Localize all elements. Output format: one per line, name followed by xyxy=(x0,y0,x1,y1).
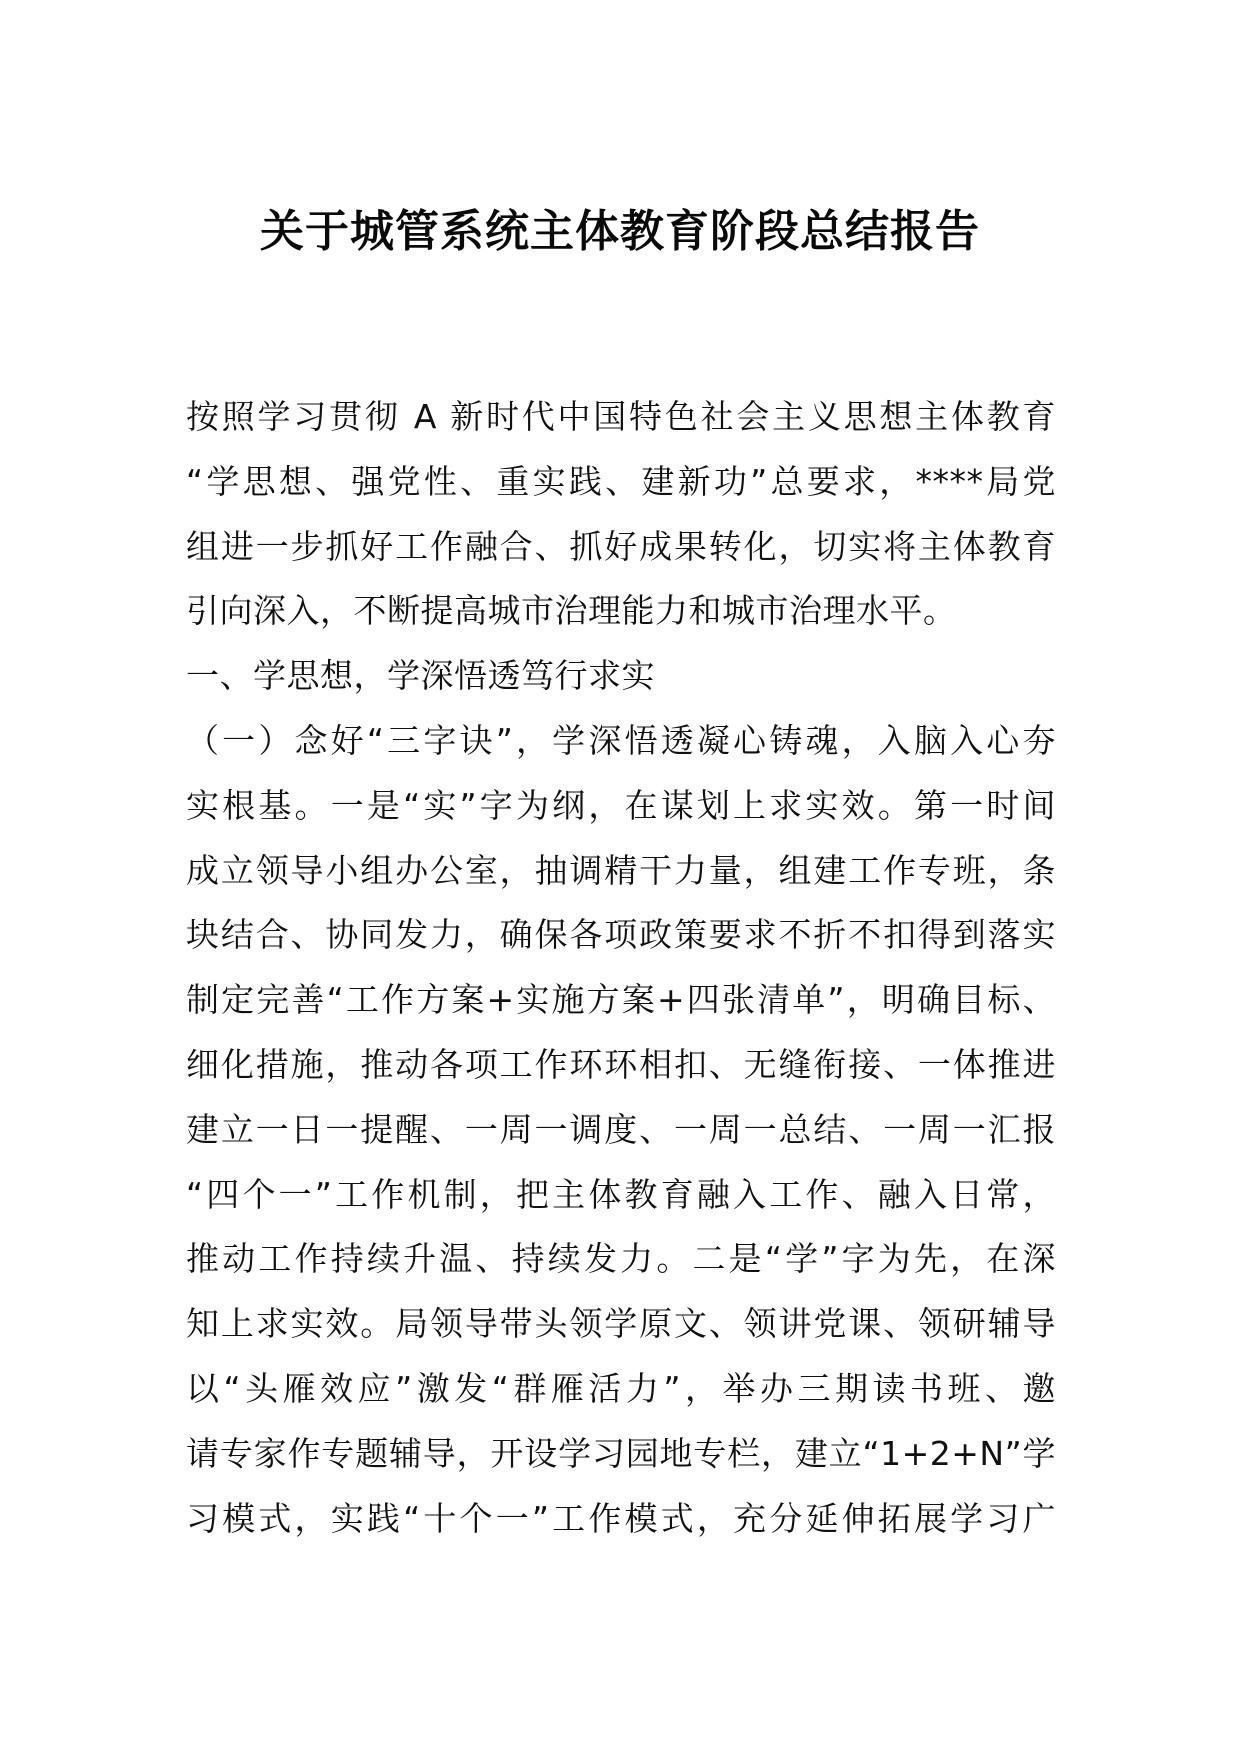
paragraph-line: 成立领导小组办公室，抽调精干力量，组建工作专班，条 xyxy=(186,850,1056,890)
paragraph-line: 按照学习贯彻 A 新时代中国特色社会主义思想主体教育 xyxy=(186,397,1056,436)
paragraph-line: 引向深入，不断提高城市治理能力和城市治理水平。 xyxy=(186,591,957,631)
paragraph-line: “学思想、强党性、重实践、建新功”总要求，****局党 xyxy=(186,461,1056,501)
paragraph-line: 知上求实效。局领导带头领学原文、领讲党课、领研辅导 xyxy=(186,1304,1056,1344)
paragraph-line: 实根基。一是“实”字为纲，在谋划上求实效。第一时间 xyxy=(186,785,1056,825)
paragraph-line: 请专家作专题辅导，开设学习园地专栏，建立“1+2+N”学 xyxy=(186,1433,1056,1473)
paragraph-line: 块结合、协同发力，确保各项政策要求不折不扣得到落实 xyxy=(186,915,1056,955)
document-body xyxy=(186,385,1056,1551)
paragraph-line: 习模式，实践“十个一”工作模式，充分延伸拓展学习广 xyxy=(186,1498,1056,1538)
section-heading: 一、学思想，学深悟透笃行求实 xyxy=(186,656,655,696)
paragraph-line: 组进一步抓好工作融合、抓好成果转化，切实将主体教育 xyxy=(186,526,1056,566)
paragraph-line: （一）念好“三字诀”，学深悟透凝心铸魂，入脑入心夯 xyxy=(186,720,1056,760)
paragraph-line: 以“头雁效应”激发“群雁活力”，举办三期读书班、邀 xyxy=(186,1368,1056,1408)
paragraph-line: 建立一日一提醒、一周一调度、一周一总结、一周一汇报 xyxy=(186,1109,1056,1149)
paragraph-line: 细化措施，推动各项工作环环相扣、无缝衔接、一体推进 xyxy=(186,1044,1056,1084)
paragraph-line: 推动工作持续升温、持续发力。二是“学”字为先，在深 xyxy=(186,1239,1056,1279)
paragraph-line: “四个一”工作机制，把主体教育融入工作、融入日常， xyxy=(186,1174,1056,1214)
paragraph-line: 制定完善“工作方案+实施方案+四张清单”，明确目标、 xyxy=(186,980,1056,1020)
document-title: 关于城管系统主体教育阶段总结报告 xyxy=(260,206,980,257)
